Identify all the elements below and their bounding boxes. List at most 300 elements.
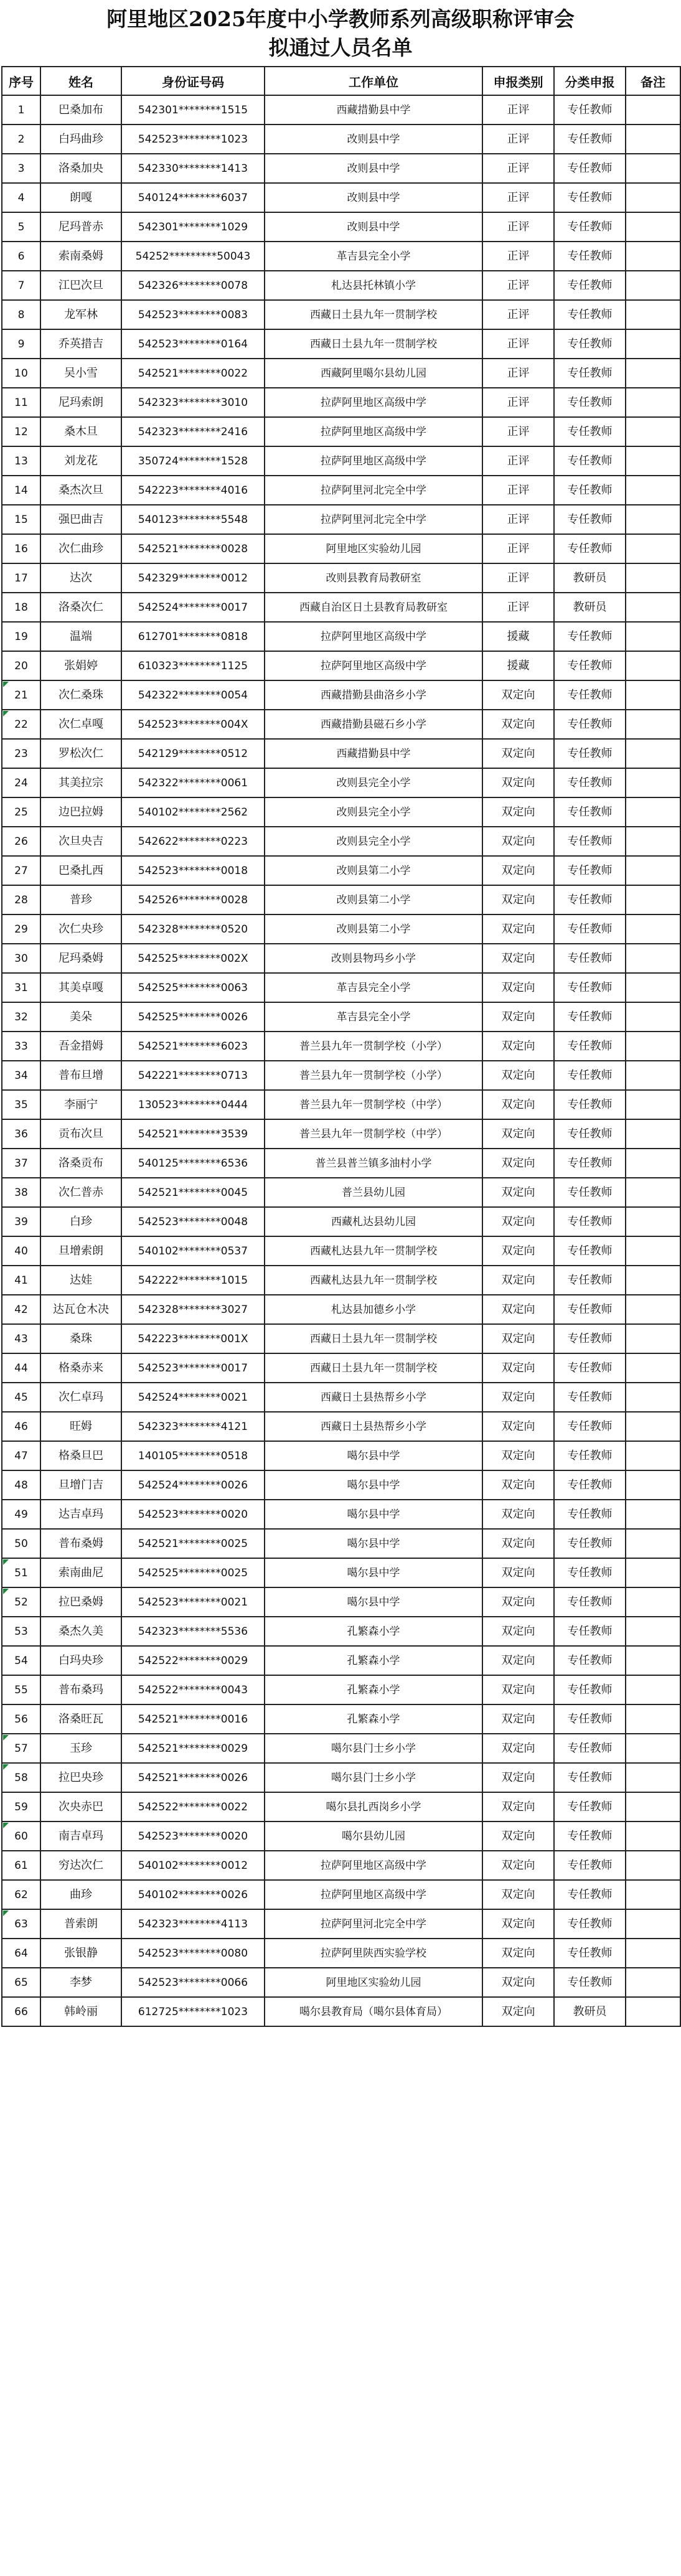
row-remarks xyxy=(626,1412,680,1441)
table-row xyxy=(2,1851,680,1880)
row-application-type: 双定向 xyxy=(482,1763,554,1792)
row-name: 普布桑玛 xyxy=(40,1675,121,1704)
row-name: 刘龙花 xyxy=(40,446,121,476)
row-application-type: 双定向 xyxy=(482,1851,554,1880)
row-seq: 48 xyxy=(2,1470,40,1500)
row-application-type: 正评 xyxy=(482,534,554,563)
row-work-unit: 阿里地区实验幼儿园 xyxy=(265,1968,482,1997)
row-seq: 12 xyxy=(2,417,40,446)
row-application-type: 正评 xyxy=(482,300,554,329)
row-category: 专任教师 xyxy=(554,1266,626,1295)
row-application-type: 正评 xyxy=(482,329,554,359)
row-remarks xyxy=(626,1792,680,1822)
table-row xyxy=(2,1997,680,2026)
row-seq: 18 xyxy=(2,593,40,622)
row-name: 朗嘎 xyxy=(40,183,121,212)
table-row xyxy=(2,212,680,242)
row-seq: 60 xyxy=(2,1822,40,1851)
row-work-unit: 西藏札达县九年一贯制学校 xyxy=(265,1236,482,1266)
row-id-number: 540102********0026 xyxy=(121,1880,265,1909)
row-category: 专任教师 xyxy=(554,1032,626,1061)
row-remarks xyxy=(626,1939,680,1968)
row-category: 专任教师 xyxy=(554,944,626,973)
table-row xyxy=(2,476,680,505)
row-seq: 23 xyxy=(2,739,40,768)
row-seq: 10 xyxy=(2,359,40,388)
row-category: 专任教师 xyxy=(554,1822,626,1851)
table-row xyxy=(2,593,680,622)
row-name: 洛桑次仁 xyxy=(40,593,121,622)
row-remarks xyxy=(626,768,680,797)
row-name: 乔英措吉 xyxy=(40,329,121,359)
row-remarks xyxy=(626,1236,680,1266)
table-row xyxy=(2,739,680,768)
row-category: 专任教师 xyxy=(554,1968,626,1997)
row-remarks xyxy=(626,1470,680,1500)
row-category: 专任教师 xyxy=(554,1734,626,1763)
row-application-type: 双定向 xyxy=(482,1734,554,1763)
row-category: 专任教师 xyxy=(554,739,626,768)
row-seq: 4 xyxy=(2,183,40,212)
row-work-unit: 改则县中学 xyxy=(265,154,482,183)
row-name: 次仁卓玛 xyxy=(40,1383,121,1412)
row-id-number: 542521********0029 xyxy=(121,1734,265,1763)
row-id-number: 542323********2416 xyxy=(121,417,265,446)
row-id-number: 542521********0016 xyxy=(121,1704,265,1734)
row-seq: 28 xyxy=(2,885,40,914)
row-remarks xyxy=(626,1968,680,1997)
table-row xyxy=(2,154,680,183)
row-work-unit: 普兰县九年一贯制学校（中学） xyxy=(265,1090,482,1119)
row-work-unit: 改则县物玛乡小学 xyxy=(265,944,482,973)
row-id-number: 542521********0022 xyxy=(121,359,265,388)
row-category: 专任教师 xyxy=(554,1763,626,1792)
table-body xyxy=(2,95,680,2026)
row-name: 次仁曲珍 xyxy=(40,534,121,563)
table-row xyxy=(2,1119,680,1149)
row-application-type: 正评 xyxy=(482,563,554,593)
row-seq: 34 xyxy=(2,1061,40,1090)
row-seq: 31 xyxy=(2,973,40,1002)
row-seq: 33 xyxy=(2,1032,40,1061)
row-application-type: 双定向 xyxy=(482,1822,554,1851)
row-remarks xyxy=(626,1119,680,1149)
row-id-number: 542523********1023 xyxy=(121,125,265,154)
row-category: 专任教师 xyxy=(554,359,626,388)
row-name: 普布旦增 xyxy=(40,1061,121,1090)
row-category: 专任教师 xyxy=(554,1529,626,1558)
row-remarks xyxy=(626,1646,680,1675)
row-remarks xyxy=(626,329,680,359)
row-seq: 47 xyxy=(2,1441,40,1470)
row-application-type: 援藏 xyxy=(482,651,554,680)
row-seq: 55 xyxy=(2,1675,40,1704)
row-category: 专任教师 xyxy=(554,1880,626,1909)
row-seq: 65 xyxy=(2,1968,40,1997)
row-remarks xyxy=(626,359,680,388)
row-seq: 50 xyxy=(2,1529,40,1558)
row-remarks xyxy=(626,856,680,885)
row-category: 专任教师 xyxy=(554,183,626,212)
row-work-unit: 改则县完全小学 xyxy=(265,797,482,827)
row-name: 达瓦仓木决 xyxy=(40,1295,121,1324)
row-remarks xyxy=(626,651,680,680)
row-remarks xyxy=(626,622,680,651)
row-application-type: 双定向 xyxy=(482,1587,554,1617)
row-name: 次旦央吉 xyxy=(40,827,121,856)
row-category: 教研员 xyxy=(554,563,626,593)
row-remarks xyxy=(626,125,680,154)
row-work-unit: 拉萨阿里地区高级中学 xyxy=(265,651,482,680)
row-application-type: 双定向 xyxy=(482,1792,554,1822)
row-remarks xyxy=(626,1909,680,1939)
row-category: 专任教师 xyxy=(554,1939,626,1968)
row-work-unit: 孔繁森小学 xyxy=(265,1617,482,1646)
row-id-number: 542524********0017 xyxy=(121,593,265,622)
row-id-number: 542322********0061 xyxy=(121,768,265,797)
row-name: 玉珍 xyxy=(40,1734,121,1763)
row-work-unit: 改则县第二小学 xyxy=(265,885,482,914)
row-seq: 44 xyxy=(2,1353,40,1383)
row-category: 专任教师 xyxy=(554,505,626,534)
table-row xyxy=(2,1763,680,1792)
row-name: 张娟婷 xyxy=(40,651,121,680)
row-seq: 21 xyxy=(2,680,40,710)
row-work-unit: 改则县完全小学 xyxy=(265,768,482,797)
row-work-unit: 札达县托林镇小学 xyxy=(265,271,482,300)
row-name: 普珍 xyxy=(40,885,121,914)
row-category: 专任教师 xyxy=(554,1002,626,1032)
row-name: 次仁桑珠 xyxy=(40,680,121,710)
table-row xyxy=(2,710,680,739)
table-row xyxy=(2,329,680,359)
table-row xyxy=(2,1939,680,1968)
row-id-number: 140105********0518 xyxy=(121,1441,265,1470)
row-remarks xyxy=(626,1558,680,1587)
row-remarks xyxy=(626,154,680,183)
row-id-number: 542221********0713 xyxy=(121,1061,265,1090)
row-id-number: 542524********0021 xyxy=(121,1383,265,1412)
table-row xyxy=(2,1266,680,1295)
row-name: 普布桑姆 xyxy=(40,1529,121,1558)
row-id-number: 542323********4121 xyxy=(121,1412,265,1441)
row-work-unit: 普兰县九年一贯制学校（小学） xyxy=(265,1032,482,1061)
row-name: 南吉卓玛 xyxy=(40,1822,121,1851)
row-work-unit: 改则县中学 xyxy=(265,125,482,154)
row-work-unit: 孔繁森小学 xyxy=(265,1704,482,1734)
row-work-unit: 拉萨阿里河北完全中学 xyxy=(265,476,482,505)
row-category: 专任教师 xyxy=(554,1441,626,1470)
row-name: 达娃 xyxy=(40,1266,121,1295)
row-name: 次央赤巴 xyxy=(40,1792,121,1822)
row-work-unit: 改则县教育局教研室 xyxy=(265,563,482,593)
row-seq: 19 xyxy=(2,622,40,651)
row-work-unit: 噶尔县中学 xyxy=(265,1587,482,1617)
table-row xyxy=(2,1324,680,1353)
row-application-type: 双定向 xyxy=(482,1880,554,1909)
row-id-number: 540102********0012 xyxy=(121,1851,265,1880)
row-seq: 59 xyxy=(2,1792,40,1822)
row-seq: 22 xyxy=(2,710,40,739)
table-row xyxy=(2,1529,680,1558)
row-name: 桑木旦 xyxy=(40,417,121,446)
row-id-number: 542521********0028 xyxy=(121,534,265,563)
row-remarks xyxy=(626,300,680,329)
row-remarks xyxy=(626,914,680,944)
row-seq: 61 xyxy=(2,1851,40,1880)
row-category: 专任教师 xyxy=(554,1412,626,1441)
table-row xyxy=(2,1617,680,1646)
row-name: 李丽宁 xyxy=(40,1090,121,1119)
row-name: 桑杰久美 xyxy=(40,1617,121,1646)
row-seq: 27 xyxy=(2,856,40,885)
row-id-number: 542328********0520 xyxy=(121,914,265,944)
row-application-type: 正评 xyxy=(482,476,554,505)
row-id-number: 542328********3027 xyxy=(121,1295,265,1324)
row-application-type: 双定向 xyxy=(482,739,554,768)
row-application-type: 正评 xyxy=(482,154,554,183)
row-seq: 36 xyxy=(2,1119,40,1149)
row-category: 专任教师 xyxy=(554,446,626,476)
row-id-number: 542521********6023 xyxy=(121,1032,265,1061)
row-remarks xyxy=(626,1587,680,1617)
row-name: 拉巴央珍 xyxy=(40,1763,121,1792)
row-work-unit: 拉萨阿里河北完全中学 xyxy=(265,1909,482,1939)
row-application-type: 双定向 xyxy=(482,1178,554,1207)
table-row xyxy=(2,183,680,212)
row-category: 专任教师 xyxy=(554,1500,626,1529)
row-remarks xyxy=(626,1353,680,1383)
row-id-number: 542301********1029 xyxy=(121,212,265,242)
row-category: 专任教师 xyxy=(554,827,626,856)
row-application-type: 双定向 xyxy=(482,1470,554,1500)
row-work-unit: 孔繁森小学 xyxy=(265,1646,482,1675)
row-work-unit: 西藏札达县幼儿园 xyxy=(265,1207,482,1236)
table-row xyxy=(2,417,680,446)
row-seq: 2 xyxy=(2,125,40,154)
row-work-unit: 西藏日土县热帮乡小学 xyxy=(265,1383,482,1412)
row-application-type: 双定向 xyxy=(482,710,554,739)
row-application-type: 双定向 xyxy=(482,768,554,797)
row-category: 专任教师 xyxy=(554,1383,626,1412)
row-remarks xyxy=(626,1617,680,1646)
row-seq: 56 xyxy=(2,1704,40,1734)
row-work-unit: 改则县完全小学 xyxy=(265,827,482,856)
row-work-unit: 革吉县完全小学 xyxy=(265,1002,482,1032)
row-remarks xyxy=(626,1675,680,1704)
table-row xyxy=(2,1090,680,1119)
table-row xyxy=(2,1032,680,1061)
row-name: 达次 xyxy=(40,563,121,593)
row-id-number: 540123********5548 xyxy=(121,505,265,534)
row-seq: 14 xyxy=(2,476,40,505)
row-seq: 20 xyxy=(2,651,40,680)
row-name: 旦增门吉 xyxy=(40,1470,121,1500)
row-work-unit: 拉萨阿里河北完全中学 xyxy=(265,505,482,534)
table-row xyxy=(2,1236,680,1266)
row-application-type: 双定向 xyxy=(482,1207,554,1236)
row-application-type: 正评 xyxy=(482,593,554,622)
row-remarks xyxy=(626,1851,680,1880)
row-category: 专任教师 xyxy=(554,1675,626,1704)
row-application-type: 双定向 xyxy=(482,1032,554,1061)
row-category: 专任教师 xyxy=(554,212,626,242)
header-remarks: 备注 xyxy=(626,67,680,95)
row-id-number: 542329********0012 xyxy=(121,563,265,593)
row-name: 吾金措姆 xyxy=(40,1032,121,1061)
row-seq: 32 xyxy=(2,1002,40,1032)
row-remarks xyxy=(626,1734,680,1763)
row-id-number: 542323********4113 xyxy=(121,1909,265,1939)
row-remarks xyxy=(626,1295,680,1324)
row-id-number: 542521********0026 xyxy=(121,1763,265,1792)
row-work-unit: 西藏日土县九年一贯制学校 xyxy=(265,1324,482,1353)
row-category: 专任教师 xyxy=(554,1353,626,1383)
row-name: 白玛央珍 xyxy=(40,1646,121,1675)
row-work-unit: 噶尔县中学 xyxy=(265,1529,482,1558)
row-work-unit: 拉萨阿里地区高级中学 xyxy=(265,1851,482,1880)
row-remarks xyxy=(626,1529,680,1558)
row-category: 专任教师 xyxy=(554,125,626,154)
row-seq: 15 xyxy=(2,505,40,534)
row-id-number: 542622********0223 xyxy=(121,827,265,856)
row-remarks xyxy=(626,1383,680,1412)
row-work-unit: 革吉县完全小学 xyxy=(265,242,482,271)
table-row xyxy=(2,1295,680,1324)
row-category: 专任教师 xyxy=(554,1558,626,1587)
row-seq: 11 xyxy=(2,388,40,417)
row-id-number: 542323********3010 xyxy=(121,388,265,417)
row-application-type: 双定向 xyxy=(482,973,554,1002)
row-name: 张银静 xyxy=(40,1939,121,1968)
row-seq: 38 xyxy=(2,1178,40,1207)
document-title: 阿里地区2025年度中小学教师系列高级职称评审会 xyxy=(106,7,575,31)
row-seq: 64 xyxy=(2,1939,40,1968)
row-remarks xyxy=(626,1090,680,1119)
candidate-table xyxy=(1,66,681,2027)
row-remarks xyxy=(626,476,680,505)
row-remarks xyxy=(626,534,680,563)
row-category: 专任教师 xyxy=(554,1470,626,1500)
row-category: 专任教师 xyxy=(554,154,626,183)
row-application-type: 双定向 xyxy=(482,1939,554,1968)
row-work-unit: 孔繁森小学 xyxy=(265,1675,482,1704)
row-application-type: 双定向 xyxy=(482,1295,554,1324)
row-remarks xyxy=(626,1207,680,1236)
row-seq: 6 xyxy=(2,242,40,271)
row-id-number: 540102********2562 xyxy=(121,797,265,827)
row-seq: 52 xyxy=(2,1587,40,1617)
row-application-type: 正评 xyxy=(482,242,554,271)
row-seq: 17 xyxy=(2,563,40,593)
row-work-unit: 西藏阿里噶尔县幼儿园 xyxy=(265,359,482,388)
row-category: 专任教师 xyxy=(554,1236,626,1266)
row-name: 其美卓嘎 xyxy=(40,973,121,1002)
row-application-type: 双定向 xyxy=(482,1353,554,1383)
row-application-type: 正评 xyxy=(482,271,554,300)
row-id-number: 542523********004X xyxy=(121,710,265,739)
row-id-number: 542301********1515 xyxy=(121,95,265,125)
row-category: 专任教师 xyxy=(554,534,626,563)
row-id-number: 540124********6037 xyxy=(121,183,265,212)
row-application-type: 双定向 xyxy=(482,1236,554,1266)
row-remarks xyxy=(626,1266,680,1295)
row-category: 专任教师 xyxy=(554,1587,626,1617)
row-remarks xyxy=(626,1704,680,1734)
row-id-number: 542323********5536 xyxy=(121,1617,265,1646)
table-row xyxy=(2,651,680,680)
row-id-number: 542523********0017 xyxy=(121,1353,265,1383)
row-remarks xyxy=(626,1880,680,1909)
row-work-unit: 西藏措勤县磁石乡小学 xyxy=(265,710,482,739)
row-application-type: 双定向 xyxy=(482,1061,554,1090)
row-id-number: 542524********0026 xyxy=(121,1470,265,1500)
row-name: 美朵 xyxy=(40,1002,121,1032)
row-name: 吴小雪 xyxy=(40,359,121,388)
row-application-type: 双定向 xyxy=(482,1500,554,1529)
table-row xyxy=(2,388,680,417)
row-category: 专任教师 xyxy=(554,1704,626,1734)
table-row xyxy=(2,1792,680,1822)
row-seq: 53 xyxy=(2,1617,40,1646)
row-work-unit: 噶尔县扎西岗乡小学 xyxy=(265,1792,482,1822)
row-seq: 57 xyxy=(2,1734,40,1763)
table-row xyxy=(2,125,680,154)
row-name: 韩岭丽 xyxy=(40,1997,121,2026)
row-work-unit: 拉萨阿里地区高级中学 xyxy=(265,622,482,651)
row-remarks xyxy=(626,710,680,739)
row-work-unit: 拉萨阿里地区高级中学 xyxy=(265,1880,482,1909)
row-application-type: 正评 xyxy=(482,505,554,534)
row-seq: 40 xyxy=(2,1236,40,1266)
row-name: 洛桑加央 xyxy=(40,154,121,183)
row-id-number: 542525********0063 xyxy=(121,973,265,1002)
row-id-number: 542525********0026 xyxy=(121,1002,265,1032)
row-id-number: 542326********0078 xyxy=(121,271,265,300)
row-application-type: 正评 xyxy=(482,417,554,446)
row-application-type: 双定向 xyxy=(482,1324,554,1353)
row-work-unit: 西藏日土县九年一贯制学校 xyxy=(265,300,482,329)
row-work-unit: 普兰县九年一贯制学校（中学） xyxy=(265,1119,482,1149)
row-id-number: 542525********0025 xyxy=(121,1558,265,1587)
row-application-type: 双定向 xyxy=(482,1119,554,1149)
row-application-type: 正评 xyxy=(482,212,554,242)
row-name: 索南桑姆 xyxy=(40,242,121,271)
row-application-type: 双定向 xyxy=(482,1617,554,1646)
row-remarks xyxy=(626,1822,680,1851)
row-name: 次仁央珍 xyxy=(40,914,121,944)
row-category: 专任教师 xyxy=(554,710,626,739)
row-work-unit: 普兰县九年一贯制学校（小学） xyxy=(265,1061,482,1090)
row-id-number: 542129********0512 xyxy=(121,739,265,768)
row-application-type: 正评 xyxy=(482,446,554,476)
title-block xyxy=(0,0,681,65)
row-category: 专任教师 xyxy=(554,1617,626,1646)
row-application-type: 双定向 xyxy=(482,1090,554,1119)
table-row xyxy=(2,797,680,827)
table-row xyxy=(2,768,680,797)
row-application-type: 双定向 xyxy=(482,1704,554,1734)
row-name: 尼玛桑姆 xyxy=(40,944,121,973)
table-row xyxy=(2,1909,680,1939)
row-category: 专任教师 xyxy=(554,1090,626,1119)
row-category: 专任教师 xyxy=(554,856,626,885)
row-category: 专任教师 xyxy=(554,417,626,446)
row-id-number: 612701********0818 xyxy=(121,622,265,651)
table-row xyxy=(2,1412,680,1441)
row-id-number: 542523********0066 xyxy=(121,1968,265,1997)
row-remarks xyxy=(626,1149,680,1178)
